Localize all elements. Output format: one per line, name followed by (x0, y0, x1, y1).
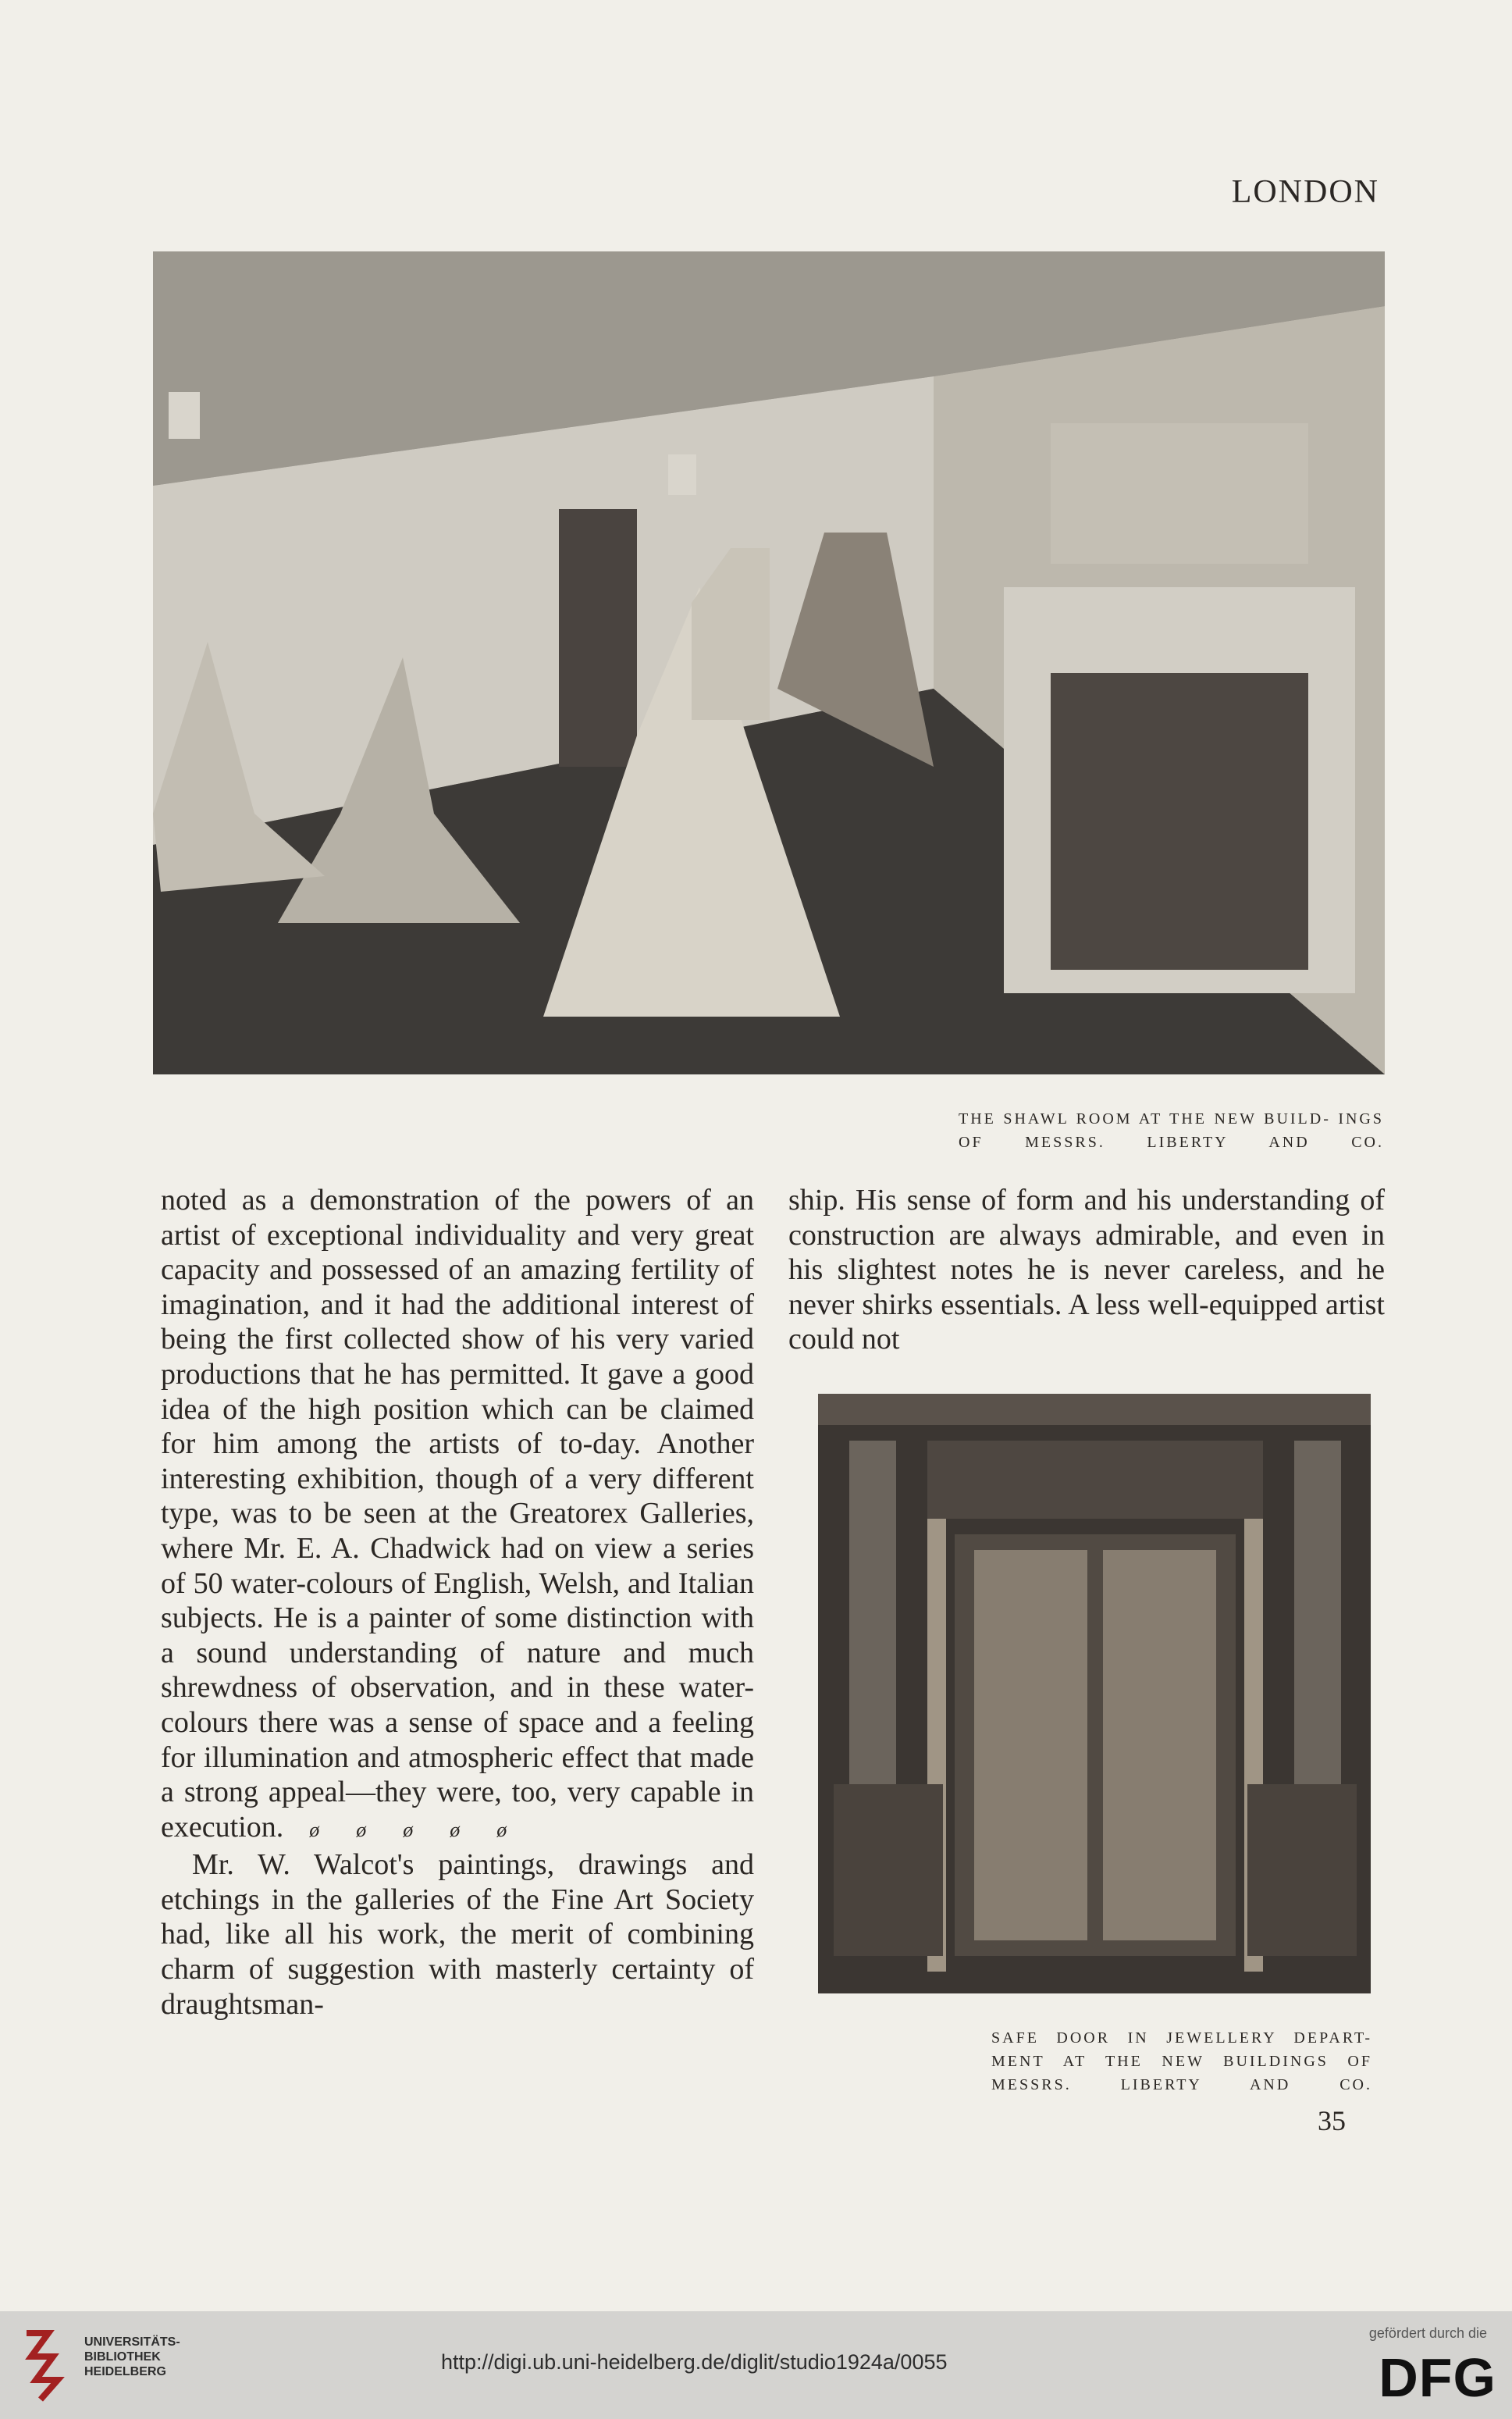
library-line: BIBLIOTHEK (84, 2350, 161, 2364)
permalink-url[interactable]: http://digi.ub.uni-heidelberg.de/diglit/studio1924a/0055 (441, 2350, 948, 2374)
shawl-room-photo (153, 251, 1385, 1074)
funded-by-label: gefördert durch die (1368, 2325, 1487, 2341)
running-title: LONDON (1231, 174, 1379, 210)
dfg-logo: DFG (1379, 2347, 1496, 2408)
text-column-right (788, 1183, 1385, 1357)
paragraph: Mr. W. Walcot's paintings, drawings and etchings in the galleries of the Fine Art Society had, like all his work, the merit of combining charm of suggestion with masterly certainty of draughtsman- (161, 1848, 754, 2021)
shawl-room-caption: THE SHAWL ROOM AT THE NEW BUILD- INGS OF MESSRS. LIBERTY AND CO. (959, 1110, 1384, 1151)
text-column-left (161, 1183, 754, 2022)
library-line: UNIVERSITÄTS- (84, 2335, 180, 2349)
leaf-ornament: ø (403, 1818, 414, 1841)
paragraph-text: noted as a demonstration of the powers of an artist of exceptional individuality and very great capacity and possessed of an amazing fertility of imagination, and it had the additional interest of being the first collected show of his very varied productions that he has permitted. It gave a good idea of the high position which can be claimed for him among the artists of to-day. Another interesting exhibition, though of a very different type, was to be seen at the Greatorex Galleries, where Mr. E. A. Chadwick had on view a series of 50 water-colours of English, Welsh, and Italian subjects. He is a painter of some distinction with a sound understanding of nature and much shrewdness of observation, and in these water-colours there was a sense of space and a feeling for illumination and atmospheric effect that made a strong appeal—they were, too, very capable in execution. (161, 1184, 754, 1844)
leaf-ornament: ø (356, 1818, 367, 1841)
university-library-logo-icon (17, 2325, 72, 2403)
safe-door-caption: SAFE DOOR IN JEWELLERY DEPART- MENT AT THE NEW BUILDINGS OF MESSRS. LIBERTY AND CO. (991, 2029, 1372, 2093)
paragraph: ship. His sense of form and his understanding of construction are always admirable, and even in his slightest notes he is never careless, and he never shirks essentials. A less well-equipped artist could not (788, 1184, 1385, 1356)
library-line: HEIDELBERG (84, 2365, 166, 2378)
library-name (84, 2335, 180, 2379)
page-number: 35 (1318, 2105, 1346, 2136)
leaf-ornament: ø (309, 1818, 320, 1841)
safe-door-photo (818, 1394, 1371, 1993)
paragraph (161, 1183, 754, 1847)
leaf-ornament: ø (450, 1818, 461, 1841)
leaf-ornament: ø (496, 1818, 507, 1841)
